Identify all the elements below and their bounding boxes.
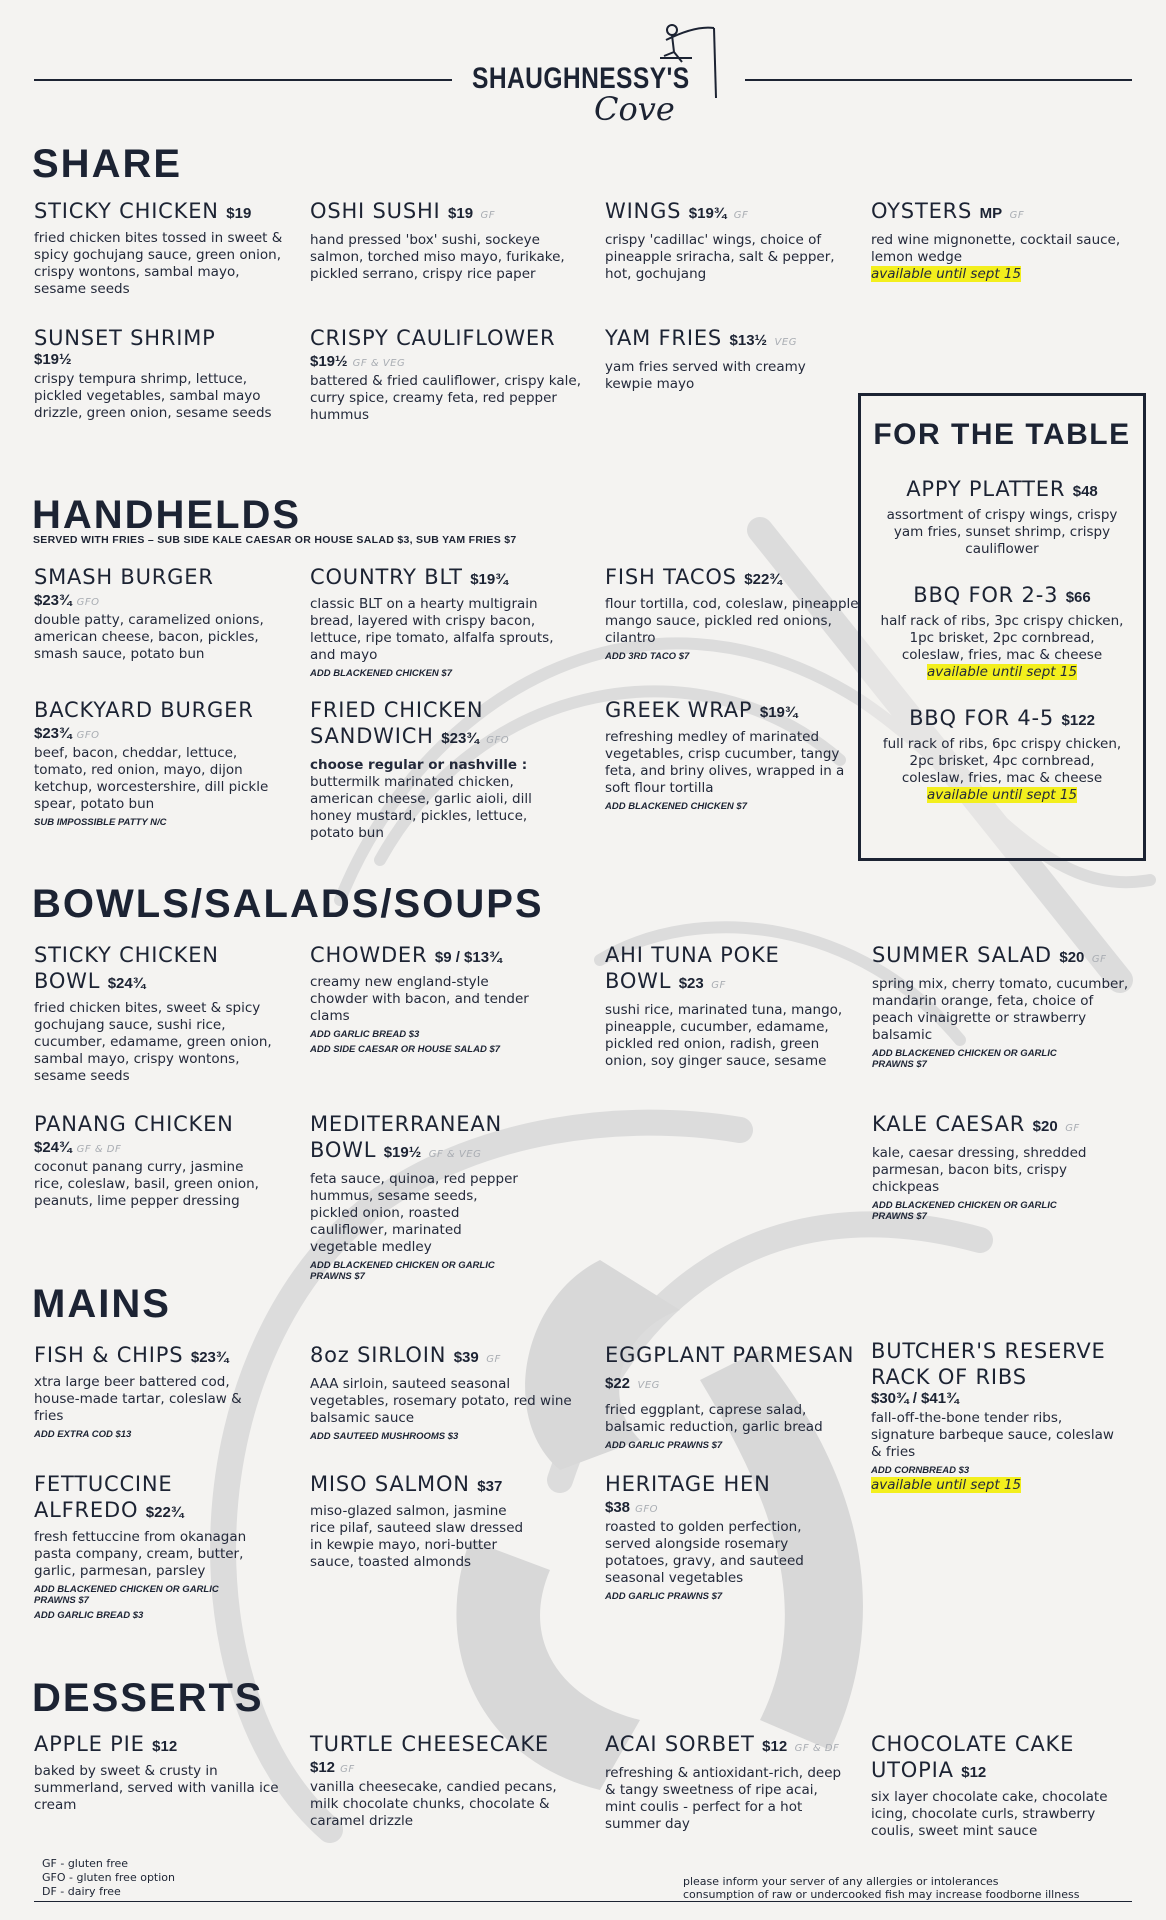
item-price: $48 [1072, 483, 1098, 500]
item-name: MISO SALMON $37 [310, 1472, 503, 1496]
section-title-mains: MAINS [32, 1282, 171, 1326]
item-price: $23 [678, 975, 704, 992]
item-name: PANANG CHICKEN [34, 1112, 234, 1136]
item-price: $23¾ [441, 730, 479, 747]
item-name: YAM FRIES $13½ VEG [605, 326, 797, 350]
menu-item [310, 198, 570, 283]
menu-item [310, 564, 580, 679]
dietary-tag: GF [711, 980, 726, 991]
platter-item [861, 705, 1143, 804]
item-description: yam fries served with creamy kewpie mayo [605, 359, 806, 392]
item-price: $23¾ [190, 1349, 229, 1366]
item-price: $12 [152, 1738, 178, 1755]
item-name: BACKYARD BURGER [34, 698, 254, 722]
item-price: $19½ [34, 351, 72, 368]
item-addon: ADD GARLIC PRAWNS $7 [605, 1591, 723, 1602]
dietary-tag: GF & DF [794, 1743, 840, 1754]
item-description: hand pressed 'box' sushi, sockeye salmon, torched miso mayo, furikake, pickled serrano, crispy rice paper [310, 232, 565, 282]
item-name: COUNTRY BLT $19¾ [310, 565, 508, 589]
item-price: $19¾ [688, 205, 727, 222]
item-name: KALE CAESAR $20 GF [872, 1112, 1080, 1136]
item-name: SUNSET SHRIMP [34, 326, 216, 350]
dietary-tag: GF [480, 210, 496, 221]
item-name: BBQ FOR 2-3 $66 [913, 583, 1091, 607]
item-description: half rack of ribs, 3pc crispy chicken, 1pc brisket, 2pc cornbread, coleslaw, fries, mac & cheese available until sept 15 [880, 613, 1124, 680]
item-description: fall-off-the-bone tender ribs, signature barbeque sauce, coleslaw & fries [871, 1410, 1114, 1460]
item-description: double patty, caramelized onions, american cheese, bacon, pickles, smash sauce, potato bun [34, 612, 264, 662]
item-price: $22 [605, 1375, 631, 1392]
item-name: FETTUCCINE ALFREDO $22¾ [34, 1472, 184, 1522]
item-description: crispy tempura shrimp, lettuce, pickled vegetables, sambal mayo drizzle, green onion, sesame seeds [34, 371, 272, 421]
menu-item [34, 1471, 279, 1621]
item-price: $39 [453, 1349, 479, 1366]
menu-item [605, 564, 860, 662]
menu-item [34, 198, 294, 298]
item-description: xtra large beer battered cod, house-made tartar, coleslaw & fries [34, 1374, 242, 1424]
menu-item [310, 1471, 560, 1571]
item-price: $19¾ [759, 704, 798, 721]
item-description: red wine mignonette, cocktail sauce, lemon wedge available until sept 15 [871, 232, 1121, 282]
section-title-share: SHARE [32, 142, 183, 186]
item-addon: ADD BLACKENED CHICKEN OR GARLIC PRAWNS $7 [310, 1260, 495, 1282]
menu-item [605, 697, 860, 812]
item-addon: ADD BLACKENED CHICKEN $7 [605, 801, 747, 812]
item-name: APPY PLATTER $48 [906, 477, 1098, 501]
footer-rule [34, 1901, 1132, 1902]
item-addon: ADD GARLIC BREAD $3 [34, 1610, 144, 1621]
dietary-tag: VEG [637, 1380, 660, 1391]
item-price: $37 [477, 1478, 503, 1495]
item-description: kale, caesar dressing, shredded parmesan, bacon bits, crispy chickpeas [872, 1145, 1087, 1195]
dietary-tag: VEG [774, 337, 797, 348]
item-price: $12 [310, 1759, 336, 1776]
item-description: fried chicken bites tossed in sweet & spicy gochujang sauce, green onion, crispy wontons, sambal mayo, sesame seeds [34, 230, 283, 297]
dietary-legend [42, 1857, 175, 1899]
menu-item [605, 198, 855, 283]
item-description: miso-glazed salmon, jasmine rice pilaf, sauteed slaw dressed in kewpie mayo, nori-butter sauce, toasted almonds [310, 1503, 524, 1570]
item-price: $22¾ [744, 571, 782, 588]
menu-item [310, 325, 590, 424]
item-price: $122 [1061, 712, 1095, 729]
menu-item [605, 1471, 860, 1602]
item-name: FISH TACOS $22¾ [605, 565, 782, 589]
legend-item: GF - gluten free [42, 1857, 129, 1870]
item-price: $13½ [729, 332, 768, 349]
dietary-tag: GF & VEG [428, 1149, 482, 1160]
availability-note: available until sept 15 [871, 266, 1022, 282]
item-name: AHI TUNA POKE BOWL $23 GF [605, 943, 780, 993]
item-name: CRISPY CAULIFLOWER [310, 326, 556, 350]
menu-item [34, 697, 294, 828]
item-name: STICKY CHICKEN $19 [34, 199, 252, 223]
item-name: SMASH BURGER [34, 565, 214, 589]
item-description: crispy 'cadillac' wings, choice of pineapple sriracha, salt & pepper, hot, gochujang [605, 232, 835, 282]
item-addon: ADD 3RD TACO $7 [605, 651, 690, 662]
dietary-tag: GF & DF [76, 1144, 122, 1155]
item-price: $24¾ [34, 1139, 72, 1156]
brand-name: SHAUGHNESSY'S [472, 62, 690, 95]
item-price: $23¾ [34, 725, 72, 742]
menu-item [34, 564, 294, 663]
item-price: $22¾ [145, 1504, 184, 1521]
item-price: $12 [762, 1738, 788, 1755]
item-price: $19¾ [470, 571, 508, 588]
item-name: SUMMER SALAD $20 GF [872, 943, 1107, 967]
menu-item [871, 198, 1121, 283]
item-description: choose regular or nashville : buttermilk marinated chicken, american cheese, garlic aioli, dill honey mustard, pickles, lettuce, potato bun [310, 757, 532, 841]
dietary-tag: GF & VEG [352, 358, 406, 369]
menu-item [310, 697, 550, 842]
item-addon: ADD CORNBREAD $3 [871, 1465, 970, 1476]
item-description: fried eggplant, caprese salad, balsamic reduction, garlic bread [605, 1402, 823, 1435]
item-description: battered & fried cauliflower, crispy kale, curry spice, creamy feta, red pepper hummus [310, 373, 581, 423]
footer-line: please inform your server of any allergies or intolerances [683, 1875, 999, 1888]
section-note-handhelds: SERVED WITH FRIES – SUB SIDE KALE CAESAR OR HOUSE SALAD $3, SUB YAM FRIES $7 [33, 534, 517, 546]
item-price: $20 [1059, 949, 1085, 966]
item-description: roasted to golden perfection, served alongside rosemary potatoes, gravy, and sauteed seasonal vegetables [605, 1519, 804, 1586]
dietary-tag: GF [1091, 954, 1107, 965]
item-name: APPLE PIE $12 [34, 1732, 178, 1756]
availability-note: available until sept 15 [926, 787, 1078, 803]
item-addon: ADD SIDE CAESAR OR HOUSE SALAD $7 [310, 1044, 501, 1055]
dietary-tag: GFO [76, 730, 100, 741]
menu-item [34, 1731, 284, 1814]
for-the-table-title: FOR THE TABLE [873, 418, 1131, 451]
menu-item [605, 942, 845, 1070]
section-title-desserts: DESSERTS [32, 1676, 264, 1720]
item-name: BBQ FOR 4-5 $122 [909, 706, 1095, 730]
item-addon: ADD GARLIC BREAD $3 [310, 1029, 420, 1040]
item-description: AAA sirloin, sauteed seasonal vegetables, rosemary potato, red wine balsamic sauce [310, 1376, 572, 1426]
dietary-tag: GF [486, 1354, 501, 1365]
item-lead: choose regular or nashville : [310, 757, 528, 773]
item-price: $12 [961, 1764, 987, 1781]
item-name: HERITAGE HEN [605, 1472, 771, 1496]
menu-item [34, 1111, 274, 1210]
item-name: FISH & CHIPS $23¾ [34, 1343, 229, 1367]
item-description: six layer chocolate cake, chocolate icing, chocolate curls, strawberry coulis, sweet mint sauce [871, 1789, 1108, 1839]
platter-item [861, 582, 1143, 681]
legend-item: GFO - gluten free option [42, 1871, 175, 1884]
item-price: $23¾ [34, 592, 72, 609]
menu-item [872, 942, 1132, 1070]
item-addon: ADD BLACKENED CHICKEN OR GARLIC PRAWNS $7 [34, 1584, 219, 1606]
item-price: $30¾ / $41¾ [871, 1390, 959, 1407]
menu-item [34, 325, 294, 422]
item-addon: ADD BLACKENED CHICKEN $7 [310, 668, 452, 679]
menu-item [310, 1111, 550, 1282]
item-price: $24¾ [107, 975, 146, 992]
item-description: spring mix, cherry tomato, cucumber, mandarin orange, feta, choice of peach vinaigrette or strawberry balsamic [872, 976, 1129, 1043]
dietary-tag: GFO [486, 735, 510, 746]
item-price: MP [979, 205, 1003, 222]
item-addon: ADD BLACKENED CHICKEN OR GARLIC PRAWNS $7 [872, 1200, 1057, 1222]
allergy-notice [683, 1875, 1079, 1901]
dietary-tag: GF [1065, 1123, 1080, 1134]
item-addon: ADD SAUTEED MUSHROOMS $3 [310, 1431, 459, 1442]
item-price: $66 [1065, 589, 1091, 606]
item-description: classic BLT on a hearty multigrain bread, layered with crispy bacon, lettuce, ripe tomato, alfalfa sprouts, and mayo [310, 596, 554, 663]
menu-item [34, 1342, 284, 1440]
item-description: fresh fettuccine from okanagan pasta company, cream, butter, garlic, parmesan, parsley [34, 1529, 247, 1579]
item-description: assortment of crispy wings, crispy yam fries, sunset shrimp, crispy cauliflower [886, 507, 1118, 557]
availability-note: available until sept 15 [926, 664, 1078, 680]
item-name: 8oz SIRLOIN $39 GF [310, 1343, 501, 1367]
item-name: GREEK WRAP $19¾ [605, 698, 798, 722]
header-rule-right [745, 79, 1132, 81]
item-name: OYSTERS MP GF [871, 199, 1025, 223]
item-price: $19 [448, 205, 474, 222]
item-addon: ADD BLACKENED CHICKEN OR GARLIC PRAWNS $7 [872, 1048, 1057, 1070]
item-name: OSHI SUSHI $19 GF [310, 199, 496, 223]
section-title-bowls: BOWLS/SALADS/SOUPS [32, 882, 544, 926]
dietary-tag: GFO [76, 597, 100, 608]
menu-item [605, 1342, 860, 1451]
item-name: EGGPLANT PARMESAN $22 VEG [605, 1343, 855, 1392]
item-name: WINGS $19¾ GF [605, 199, 749, 223]
brand-logo [472, 22, 732, 132]
item-addon: ADD EXTRA COD $13 [34, 1429, 132, 1440]
menu-item [605, 325, 855, 393]
item-description: flour tortilla, cod, coleslaw, pineapple mango sauce, pickled red onions, cilantro [605, 596, 859, 646]
item-addon: SUB IMPOSSIBLE PATTY N/C [34, 817, 167, 828]
item-name: STICKY CHICKEN BOWL $24¾ [34, 943, 219, 993]
item-price: $38 [605, 1499, 631, 1516]
item-name: BUTCHER'S RESERVE RACK OF RIBS [871, 1339, 1106, 1389]
menu-item [310, 942, 580, 1055]
item-name: ACAI SORBET $12 GF & DF [605, 1732, 840, 1756]
platter-item [861, 476, 1143, 558]
header-rule-left [34, 79, 452, 81]
availability-row [871, 1477, 1121, 1494]
item-name: FRIED CHICKEN SANDWICH $23¾ GFO [310, 698, 510, 748]
item-description: beef, bacon, cheddar, lettuce, tomato, red onion, mayo, dijon ketchup, worcestershire, dill pickle spear, potato bun [34, 745, 269, 812]
item-description: vanilla cheesecake, candied pecans, milk chocolate chunks, chocolate & caramel drizzle [310, 1779, 557, 1829]
legend-item: DF - dairy free [42, 1885, 121, 1898]
item-description: sushi rice, marinated tuna, mango, pineapple, cucumber, edamame, pickled red onion, radish, green onion, soy ginger sauce, sesame [605, 1002, 843, 1069]
item-name: CHOWDER $9 / $13¾ [310, 943, 502, 967]
item-price: $19½ [383, 1144, 422, 1161]
item-name: MEDITERRANEAN BOWL $19½ GF & VEG [310, 1112, 502, 1162]
menu-item [871, 1731, 1121, 1840]
menu-item [34, 942, 274, 1085]
item-price: $19½ [310, 353, 348, 370]
item-description: full rack of ribs, 6pc crispy chicken, 2pc brisket, 4pc cornbread, coleslaw, fries, mac & cheese available until sept 15 [882, 736, 1122, 803]
menu-item [872, 1111, 1132, 1222]
section-title-handhelds: HANDHELDS [32, 493, 302, 537]
item-description: creamy new england-style chowder with bacon, and tender clams [310, 974, 529, 1024]
item-addon: ADD GARLIC PRAWNS $7 [605, 1440, 723, 1451]
item-description: feta sauce, quinoa, red pepper hummus, sesame seeds, pickled onion, roasted cauliflower, marinated vegetable medley [310, 1171, 518, 1255]
menu-item [310, 1342, 580, 1442]
brand-script: Cove [594, 90, 675, 128]
item-description: baked by sweet & crusty in summerland, served with vanilla ice cream [34, 1763, 279, 1813]
availability-note: available until sept 15 [871, 1477, 1022, 1493]
item-price: $19 [226, 205, 252, 222]
item-price: $20 [1032, 1118, 1058, 1135]
dietary-tag: GF [1009, 210, 1025, 221]
item-description: refreshing & antioxidant-rich, deep & tangy sweetness of ripe acai, mint coulis - perfect for a hot summer day [605, 1765, 842, 1832]
item-description: refreshing medley of marinated vegetables, crisp cucumber, tangy feta, and briny olives, wrapped in a soft flour tortilla [605, 729, 845, 796]
for-the-table-panel [858, 393, 1146, 861]
menu-item [605, 1731, 865, 1833]
menu-item [871, 1338, 1121, 1494]
dietary-tag: GFO [635, 1504, 658, 1515]
dietary-tag: GF [733, 210, 749, 221]
item-description: coconut panang curry, jasmine rice, coleslaw, basil, green onion, peanuts, lime pepper dressing [34, 1159, 259, 1209]
menu-item [310, 1731, 580, 1830]
footer-line: consumption of raw or undercooked fish may increase foodborne illness [683, 1888, 1080, 1901]
item-name: CHOCOLATE CAKE UTOPIA $12 [871, 1732, 1075, 1782]
item-price: $9 / $13¾ [434, 949, 502, 966]
item-description: fried chicken bites, sweet & spicy gochujang sauce, sushi rice, cucumber, edamame, green onion, sambal mayo, crispy wontons, sesame seeds [34, 1000, 272, 1084]
dietary-tag: GF [340, 1764, 355, 1775]
item-name: TURTLE CHEESECAKE [310, 1732, 549, 1756]
